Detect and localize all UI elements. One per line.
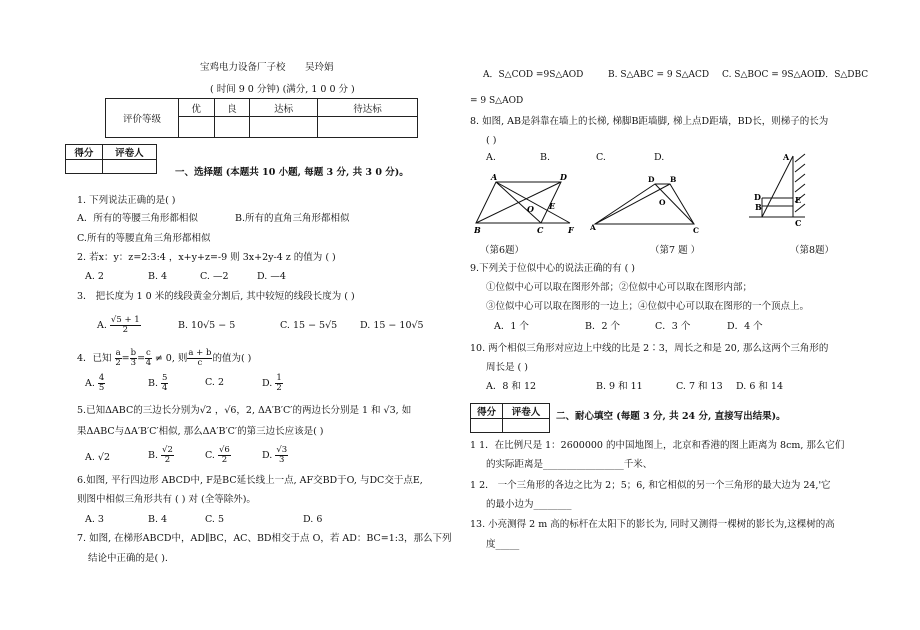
q10-option-d: D. 6 和 14: [736, 381, 783, 392]
option-letter: B.: [148, 377, 159, 389]
fig6-label: A: [491, 172, 498, 182]
q13-line1: 13. 小亮测得 2 m 高的标杆在太阳下的影长为, 同时又测得一棵树的影长为,这棵树的高: [470, 519, 835, 530]
q9-option-c: C．3 个: [655, 321, 691, 332]
fraction-denominator: 4: [162, 382, 168, 393]
q1-stem: 1. 下列说法正确的是( ): [77, 195, 176, 206]
fraction-denominator: 3: [130, 357, 137, 368]
fraction-numerator: √5 + 1: [110, 315, 140, 325]
option-letter: A.: [85, 377, 95, 389]
q6-option-d: D. 6: [303, 514, 323, 525]
fig6-label: F: [568, 225, 574, 235]
fraction-denominator: 2: [276, 382, 282, 393]
q8-option-d: D.: [654, 152, 665, 163]
grade-cell[interactable]: [250, 117, 318, 138]
q6-line2: 则图中相似三角形共有 ( ) 对 (全等除外)。: [77, 494, 256, 505]
q4-option-a: [85, 374, 105, 393]
q6-option-b: B. 4: [148, 514, 168, 525]
q9-stem: 9.下列关于位似中心的说法正确的有 ( ): [470, 263, 636, 274]
fraction-denominator: 4: [145, 357, 152, 368]
grade-level-fail: 待达标: [318, 99, 418, 117]
figure-7: [590, 170, 700, 236]
fig7-label: A: [590, 223, 596, 232]
fig8-hatch: [795, 184, 805, 192]
q3-stem: 3． 把长度为 1 0 米的线段黄金分割后, 其中较短的线段长度为 ( ): [77, 291, 355, 302]
q5-option-d: [262, 446, 288, 465]
q7-option-a: A．S△COD =9S△AOD: [483, 70, 584, 80]
fraction-numerator: √3: [276, 445, 288, 455]
option-letter: D.: [262, 449, 273, 461]
section2-title: 二、耐心填空 (每题 3 分, 共 24 分, 直接写出结果)。: [556, 411, 786, 422]
q5-option-b: [148, 446, 174, 465]
q7-option-b: B. S△ABC = 9 S△ACD: [608, 70, 710, 80]
fig6-label: C: [537, 225, 544, 235]
fig7-label: B: [670, 175, 677, 184]
fraction-numerator: a + b: [188, 348, 212, 358]
fig8-hatch: [795, 154, 805, 162]
fig8-ladder: [762, 156, 793, 217]
grader-cell[interactable]: [502, 419, 549, 433]
q4-stem-post: 的值为( ): [212, 352, 252, 364]
time-score: ( 时间 9 0 分钟) (满分, 1 0 0 分 ): [210, 84, 355, 95]
fig8-hatch: [795, 164, 805, 172]
q9-statement-1: ①位似中心可以取在图形外部；②位似中心可以取在图形内部；: [486, 282, 753, 293]
q7-line2: 结论中正确的是( ).: [88, 553, 168, 564]
q7-line1: 7. 如图, 在梯形ABCD中，AD∥BC，AC、BD相交于点 O，若 AD：BC=1:3，那么下列: [77, 533, 452, 544]
fraction-numerator: √2: [162, 445, 173, 455]
q1-option-a: A．所有的等腰三角形都相似: [77, 213, 198, 224]
fraction-numerator: a: [115, 348, 121, 358]
q6-line1: 6.如图, 平行四边形 ABCD中, F是BC延长线上一点, AF交BD于O, 与DC交于点E,: [77, 475, 423, 486]
q5-line1: 5.已知ΔABC的三边长分别为√2 ，√6，2, ΔA′B′C′的两边长分别是 1 和 √3, 如: [77, 405, 412, 416]
grader-header: 评卷人: [102, 145, 156, 160]
school-name: 宝鸡电力设备厂子校: [200, 62, 286, 73]
q2-stem: 2. 若x：y：z=2:3:4 ，x+y+z=-9 则 3x+2y-4 z 的值为 ( ): [77, 252, 336, 263]
figure-6: [474, 170, 584, 240]
q4-option-d: [262, 374, 283, 393]
grader-cell[interactable]: [102, 160, 156, 174]
grade-cell[interactable]: [318, 117, 418, 138]
q2-option-d: D. —4: [257, 271, 286, 282]
fraction-denominator: 2: [115, 357, 121, 368]
q3-option-a: [97, 316, 141, 335]
q11-line2: 的实际距离是_________________千米、: [486, 459, 653, 470]
q9-statement-2: ③位似中心可以取在图形的一边上；④位似中心可以取在图形的一个顶点上。: [486, 301, 810, 312]
score-cell[interactable]: [471, 419, 503, 433]
fraction-denominator: 5: [98, 382, 105, 393]
q7-option-d: D．S△DBC: [818, 70, 869, 80]
fig7-label: D: [648, 175, 655, 184]
fig6-label: E: [549, 201, 556, 211]
q11-line1: 1 1．在比例尺是 1：2600000 的中国地图上，北京和香港的图上距离为 8cm, 那么它们: [470, 440, 845, 451]
fraction-denominator: 2: [122, 324, 129, 335]
fig6-line-ac: [496, 182, 541, 223]
q3-option-a-fraction: [110, 316, 141, 335]
grade-level-excellent: 优: [179, 99, 215, 117]
q10-line2: 周长是 ( ): [486, 362, 528, 373]
fraction-denominator: 2: [221, 454, 228, 465]
option-letter: B.: [148, 449, 159, 461]
fig7-trapezoid: [595, 184, 694, 224]
fig8-label: D: [754, 192, 761, 202]
q13-line2: 度_____: [486, 539, 520, 550]
q2-option-c: C. —2: [200, 271, 229, 282]
q5-line2: 果ΔABC与ΔA′B′C′相似, 那么ΔA′B′C′的第三边长应该是( ): [77, 426, 324, 437]
fig8-label: E: [795, 195, 802, 205]
fig6-label: D: [560, 172, 567, 182]
q8-option-c: C.: [596, 152, 606, 163]
q1-option-b: B.所有的直角三角形都相似: [235, 213, 350, 224]
fraction-numerator: 5: [162, 373, 168, 383]
q2-option-a: A. 2: [85, 271, 104, 282]
score-box-left: [65, 144, 157, 174]
grade-cell[interactable]: [214, 117, 250, 138]
fig7-caption: （第7 题 ）: [650, 245, 701, 256]
q10-option-c: C. 7 和 13: [676, 381, 723, 392]
q9-option-a: A．1 个: [494, 321, 529, 332]
q10-option-a: A．8 和 12: [486, 381, 537, 392]
fraction-numerator: 4: [98, 373, 105, 383]
q1-option-c: C.所有的等腰直角三角形都相似: [77, 233, 211, 244]
grader-header: 评卷人: [502, 404, 549, 419]
figure-8: [745, 150, 815, 230]
q9-option-b: B．2 个: [585, 321, 621, 332]
q4-stem: 4．已知 $\frac{a}{2}$ = $\frac{b}{3}$ = $\frac{c}{4}$ ≠ 0, 则 $\frac{a + b}{c}$ 的值为( ): [77, 348, 252, 368]
score-header: 得分: [471, 404, 503, 419]
fig8-hatch: [795, 204, 805, 212]
fraction-denominator: 2: [164, 454, 171, 465]
q3-option-a-letter: A.: [97, 319, 107, 331]
fraction-numerator: 1: [276, 373, 282, 383]
q4-option-b: [148, 374, 168, 393]
q10-option-b: B. 9 和 11: [596, 381, 643, 392]
q8-option-b: B.: [540, 152, 551, 163]
q8-line1: 8. 如图, AB是斜靠在墙上的长梯, 梯脚B距墙脚, 梯上点D距墙，BD长，则梯子的长为: [470, 116, 829, 127]
grade-level-pass: 达标: [250, 99, 318, 117]
fig8-hatch: [795, 174, 805, 182]
fig6-label: B: [474, 225, 481, 235]
q4-stem-mid: ≠ 0, 则: [151, 352, 188, 364]
score-header: 得分: [66, 145, 103, 160]
q8-option-a: A.: [486, 152, 496, 163]
fraction-denominator: c: [197, 357, 203, 368]
score-cell[interactable]: [66, 160, 103, 174]
q7-option-d-cont: = 9 S△AOD: [470, 96, 524, 106]
section1-title: 一、选择题 (本题共 10 小题, 每题 3 分, 共 3 0 分)。: [175, 167, 409, 178]
author-name: 吴玲娟: [305, 62, 334, 73]
fraction-numerator: √6: [218, 445, 230, 455]
q3-option-d: D. 15 − 10√5: [360, 320, 424, 331]
grade-cell[interactable]: [179, 117, 215, 138]
q8-line2: ( ): [486, 135, 497, 146]
q4-option-c: C. 2: [205, 377, 225, 388]
option-letter: C.: [205, 449, 215, 461]
fig6-caption: （第6题）: [480, 245, 525, 256]
q6-option-a: A. 3: [85, 514, 104, 525]
q3-option-b: B. 10√5 − 5: [178, 320, 236, 331]
fraction-numerator: c: [146, 348, 151, 358]
q4-stem-prefix: 4．已知: [77, 352, 112, 364]
score-box-right: [470, 403, 550, 433]
fig8-label: A: [783, 152, 790, 162]
q3-option-c: C. 15 − 5√5: [280, 320, 338, 331]
q2-option-b: B. 4: [148, 271, 168, 282]
fraction-numerator: b: [130, 348, 137, 358]
grade-table: [105, 98, 418, 138]
q7-option-c: C. S△BOC = 9S△AOD: [722, 70, 822, 80]
fig6-label: O: [527, 204, 534, 214]
q5-option-c: [205, 446, 231, 465]
grade-level-good: 良: [214, 99, 250, 117]
q12-line1: 1 2． 一个三角形的各边之比为 2；5；6, 和它相似的另一个三角形的最大边为 24,'它: [470, 480, 831, 491]
fig8-caption: （第8题）: [790, 245, 835, 256]
grade-label: 评价等级: [106, 99, 179, 138]
q5-option-a: A. √2: [85, 452, 110, 463]
q9-option-d: D．4 个: [727, 321, 763, 332]
q10-line1: 10. 两个相似三角形对应边上中线的比是 2∶3，周长之和是 20, 那么这两个三角形的: [470, 343, 829, 354]
q6-option-c: C. 5: [205, 514, 225, 525]
fig7-label: O: [659, 198, 666, 207]
fig7-label: C: [693, 226, 699, 235]
fig8-label: C: [795, 218, 802, 228]
fig6-line-af: [496, 182, 570, 223]
fraction-denominator: 3: [279, 454, 285, 465]
fig8-label: B: [755, 202, 762, 212]
option-letter: D.: [262, 377, 273, 389]
q12-line2: 的最小边为________: [486, 499, 572, 510]
